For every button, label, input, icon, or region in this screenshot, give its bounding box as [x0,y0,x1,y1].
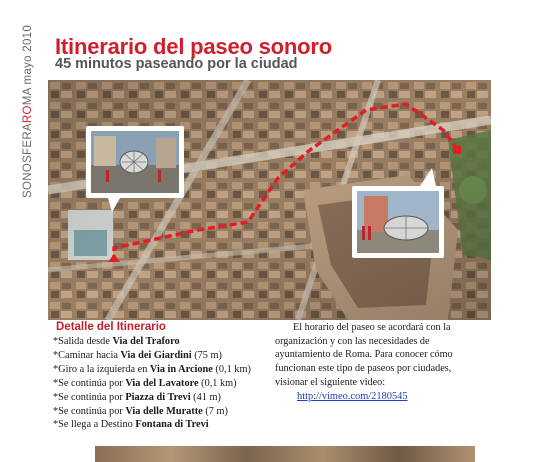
info-paragraph [275,321,480,390]
page-subtitle: 45 minutos paseando por la ciudad [55,56,298,72]
route-step: *Se continúa por Piazza di Trevi (41 m) [53,391,221,403]
side-label: SONOSFERAROMA mayo 2010 [22,24,34,198]
route-steps-list [53,335,283,432]
aerial-map-image [48,80,491,320]
route-step: *Se continúa por Via del Lavatore (0,1 km) [53,377,237,389]
aerial-map [48,80,491,320]
bottom-image-strip [95,446,475,462]
route-step: *Caminar hacia Via dei Giardini (75 m) [53,349,222,361]
route-step: *Giro a la izquierda en Via in Arcione (0,1 km) [53,363,251,375]
route-end-marker [453,146,461,154]
video-link[interactable]: http://vimeo.com/2180545 [297,391,408,402]
info-text: El horario del paseo se acordará con la organización y con las necesidades de ayuntamiento de Roma. Para conocer cómo funcionan este tipo de paseos por ciudades, visionar el siguiente video: [275,322,453,388]
route-step: *Se continúa por Via delle Muratte (7 m) [53,405,228,417]
details-title: Detalle del Itinerario [56,321,166,333]
route-step: *Se llega a Destino Fontana di Trevi [53,419,209,431]
route-step: *Salida desde Via del Traforo [53,336,180,347]
page-title: Itinerario del paseo sonoro [55,34,332,59]
